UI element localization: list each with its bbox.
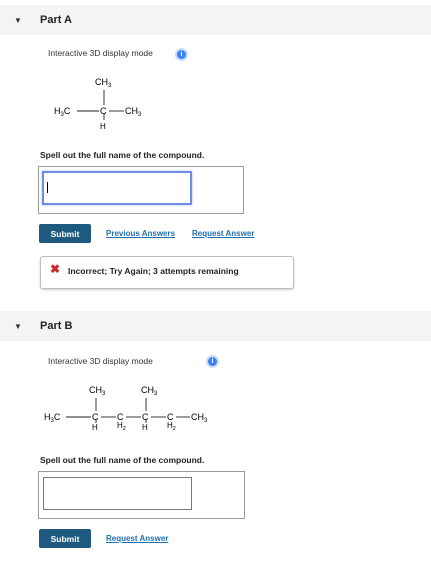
collapse-triangle-icon[interactable]: ▼: [14, 15, 22, 25]
structure-top-ch3-2: $CH_3$: [141, 385, 158, 397]
request-answer-link-a[interactable]: Request Answer: [192, 229, 255, 238]
submit-button-a[interactable]: Submit: [39, 224, 91, 243]
part-a-prompt: Spell out the full name of the compound.: [40, 150, 205, 160]
info-icon[interactable]: i: [177, 50, 186, 59]
structure-diagram-a: [40, 74, 180, 134]
chain-c-4: C: [167, 412, 174, 422]
part-a-header[interactable]: [0, 5, 431, 35]
below-h-3: H: [142, 423, 148, 431]
answer-input-b[interactable]: [43, 477, 192, 510]
part-b-title: Part B: [40, 320, 73, 332]
previous-answers-link[interactable]: Previous Answers: [106, 229, 176, 238]
interactive-3d-display-mode-label: Interactive 3D display mode: [48, 356, 153, 366]
feedback-text: Incorrect; Try Again; 3 attempts remaining: [68, 266, 239, 276]
answer-input-a[interactable]: [42, 171, 192, 205]
chain-c-3: C: [142, 412, 149, 422]
part-b-prompt: Spell out the full name of the compound.: [40, 455, 205, 465]
structure-bottom-h: H: [100, 122, 106, 131]
info-icon[interactable]: i: [208, 357, 217, 366]
part-a-title: Part A: [40, 14, 72, 26]
below-h2-2: $H_2$: [117, 421, 126, 431]
chain-c-2: C: [117, 412, 124, 422]
structure-top-ch3: $CH_3$: [95, 77, 112, 89]
structure-left-h3c: $H_3C$: [44, 412, 61, 424]
below-h-1: H: [92, 423, 98, 431]
structure-right-ch3: $CH_3$: [125, 106, 142, 118]
structure-center-c: C: [100, 106, 107, 116]
structure-right-ch3: $CH_3$: [191, 412, 208, 424]
structure-diagram-b: [40, 383, 240, 431]
feedback-box: [40, 256, 294, 289]
structure-top-ch3-1: $CH_3$: [89, 385, 106, 397]
text-caret: [47, 182, 48, 193]
collapse-triangle-icon[interactable]: ▼: [14, 321, 22, 331]
part-b-header[interactable]: [0, 311, 431, 341]
chain-c-1: C: [92, 412, 99, 422]
structure-left-h3c: $H_3C$: [54, 106, 71, 118]
request-answer-link-b[interactable]: Request Answer: [106, 534, 169, 543]
submit-button-b[interactable]: Submit: [39, 529, 91, 548]
below-h2-4: $H_2$: [167, 421, 176, 431]
interactive-3d-display-mode-label: Interactive 3D display mode: [48, 48, 153, 58]
x-icon: ✖: [50, 262, 61, 276]
